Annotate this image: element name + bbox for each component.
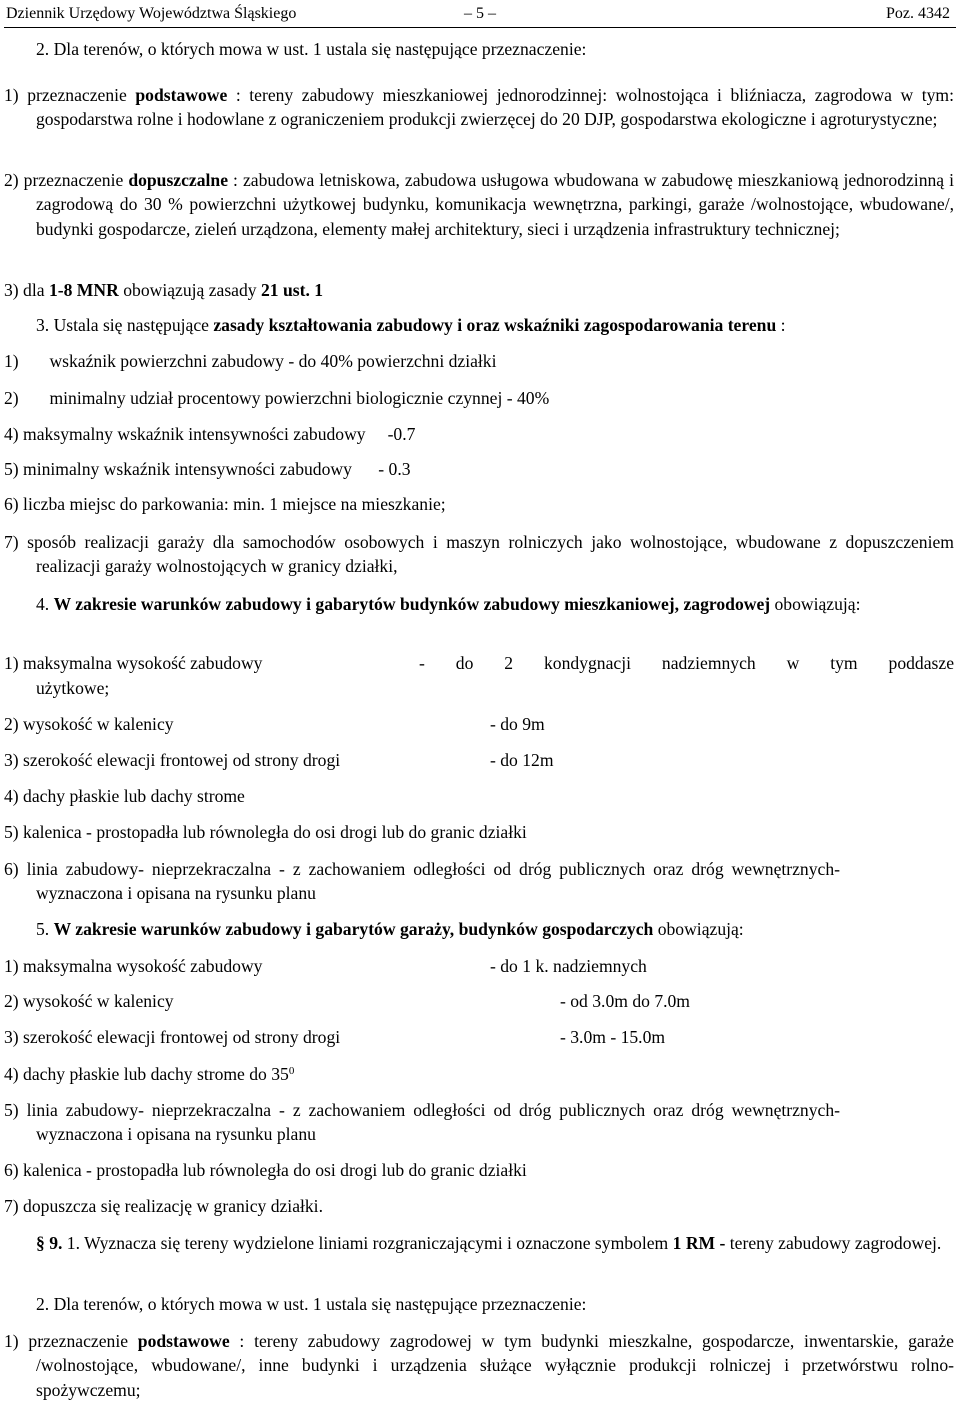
section-3-item: 4) maksymalny wskaźnik intensywności zabudowy -0.7 <box>4 424 416 444</box>
section-4-value: - do 2 kondygnacji nadziemnych w tym poddasze <box>419 653 954 673</box>
section-3-item: 1) wskaźnik powierzchni zabudowy - do 40% powierzchni działki <box>4 351 497 371</box>
section-3-heading: 3. Ustala się następujące zasady kształtowania zabudowy i oraz wskaźniki zagospodarowania terenu : <box>36 315 786 335</box>
section-5-heading: 5. W zakresie warunków zabudowy i gabarytów garaży, budynków gospodarczych obowiązują: <box>36 919 744 939</box>
section-4-item: 6) linia zabudowy- nieprzekraczalna - z zachowaniem odległości od dróg publicznych oraz dróg wewnętrznych- wyznaczona i opisana na rysunku planu <box>4 859 840 904</box>
paragraph-intro: 2. Dla terenów, o których mowa w ust. 1 ustala się następujące przeznaczenie: <box>36 39 587 59</box>
section-5-value: - od 3.0m do 7.0m <box>560 991 690 1011</box>
section-3-item: 6) liczba miejsc do parkowania: min. 1 miejsce na mieszkanie; <box>4 494 446 514</box>
paragraph-9-item: 1) przeznaczenie podstawowe : tereny zabudowy zagrodowej w tym budynki mieszkalne, gospodarcze, inwentarskie, garaże /wolnostojące, wbudowane/, inne budynki i urządzenia służące wyłącznie produkcji rolniczej i przetwórstwu rolno-spożywczemu; <box>4 1331 954 1400</box>
section-5-label: 3) szerokość elewacji frontowej od strony drogi <box>4 1027 341 1047</box>
section-5-label: 2) wysokość w kalenicy <box>4 991 174 1011</box>
section-5-value: - 3.0m - 15.0m <box>560 1027 666 1047</box>
section-3-item: 5) minimalny wskaźnik intensywności zabudowy - 0.3 <box>4 459 411 479</box>
journal-title: Dziennik Urzędowy Województwa Śląskiego <box>6 5 297 22</box>
section-3-item: 2) minimalny udział procentowy powierzchni biologicznie czynnej - 40% <box>4 388 550 408</box>
paragraph-9: § 9. 1. Wyznacza się tereny wydzielone liniami rozgraniczającymi i oznaczone symbolem 1 RM - tereny zabudowy zagrodowej. <box>36 1233 942 1253</box>
position-number: Poz. 4342 <box>886 5 950 22</box>
section-5-item: 5) linia zabudowy- nieprzekraczalna - z zachowaniem odległości od dróg publicznych oraz dróg wewnętrznych- wyznaczona i opisana na rysunku planu <box>4 1100 840 1145</box>
section-4-label-continued: użytkowe; <box>36 678 110 698</box>
item-mnr-zasady: 3) dla 1-8 MNR obowiązują zasady 21 ust. 1 <box>4 280 324 300</box>
section-4-label: 1) maksymalna wysokość zabudowy <box>4 653 263 673</box>
section-3-item-7: 7) sposób realizacji garaży dla samochodów osobowych i maszyn rolniczych jako wolnostojące, wbudowane z dopuszczeniem realizacji garaży wolnostojących w granicy działki, <box>4 532 954 577</box>
page-header <box>4 0 956 28</box>
section-4-item: 4) dachy płaskie lub dachy strome <box>4 786 245 806</box>
item-przeznaczenie-dopuszczalne: 2) przeznaczenie dopuszczalne : zabudowa letniskowa, zabudowa usługowa wbudowana w zabudowę mieszkaniową jednorodzinną i zagrodową do 30 % powierzchni użytkowej budynku, komunikacja wewnętrzna, parkingi, garaże /wolnostojące, wbudowane/, budynki gospodarcze, zieleń urządzona, elementy małej architektury, sieci i urządzenia infrastruktury technicznej; <box>4 170 955 239</box>
section-4-value: - do 9m <box>490 714 545 734</box>
section-5-item: 7) dopuszcza się realizację w granicy działki. <box>4 1196 323 1216</box>
section-4-item: 5) kalenica - prostopadła lub równoległa do osi drogi lub do granic działki <box>4 822 527 842</box>
section-5-label: 1) maksymalna wysokość zabudowy <box>4 956 263 976</box>
section-4-heading: 4. W zakresie warunków zabudowy i gabarytów budynków zabudowy mieszkaniowej, zagrodowej obowiązują: <box>36 594 861 614</box>
section-5-value: - do 1 k. nadziemnych <box>490 956 647 976</box>
page-number: – 5 – <box>464 5 496 22</box>
item-przeznaczenie-podstawowe: 1) przeznaczenie podstawowe : tereny zabudowy mieszkaniowej jednorodzinnej: wolnostojąca i bliźniacza, zagrodowa w tym: gospodarstwa rolne i hodowlane z ograniczeniem produkcji zwierzęcej do 20 DJP, gospodarstwa ekologiczne i agroturystyczne; <box>4 85 955 130</box>
section-4-value: - do 12m <box>490 750 554 770</box>
section-4-label: 2) wysokość w kalenicy <box>4 714 174 734</box>
section-5-item: 6) kalenica - prostopadła lub równoległa do osi drogi lub do granic działki <box>4 1160 527 1180</box>
paragraph-9-intro: 2. Dla terenów, o których mowa w ust. 1 ustala się następujące przeznaczenie: <box>36 1294 587 1314</box>
section-4-label: 3) szerokość elewacji frontowej od strony drogi <box>4 750 341 770</box>
section-5-item: 4) dachy płaskie lub dachy strome do $35^0$ <box>4 1064 295 1084</box>
